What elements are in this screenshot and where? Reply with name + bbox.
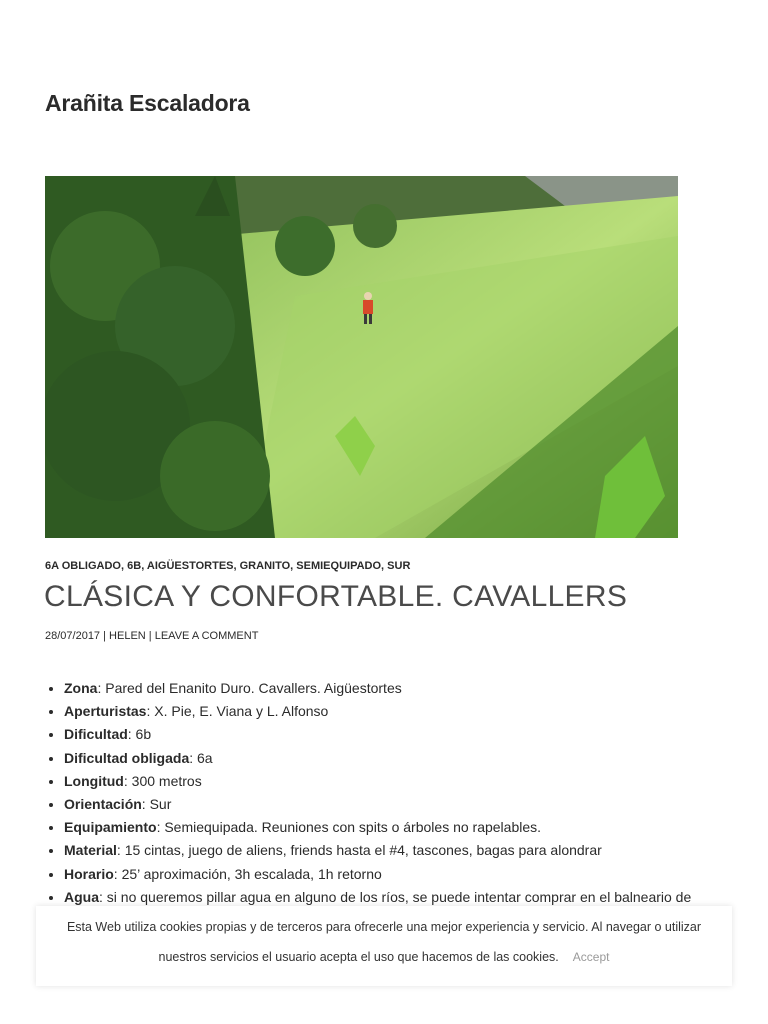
spec-value: : Sur	[141, 796, 172, 813]
spec-label: Material	[64, 842, 117, 859]
post-meta: 28/07/2017 | HELEN | LEAVE A COMMENT	[45, 630, 259, 642]
spec-orientacion	[64, 793, 754, 816]
spec-equipamiento	[64, 816, 754, 839]
route-specs-list	[45, 677, 754, 909]
spec-dificultad-obligada	[64, 747, 754, 770]
spec-label: Dificultad obligada	[64, 749, 190, 766]
spec-value: : 15 cintas, juego de aliens, friends hasta el #4, tascones, bagas para alondrar	[116, 842, 602, 859]
spec-value: : 300 metros	[123, 772, 202, 789]
site-title[interactable]: Arañita Escaladora	[45, 90, 250, 116]
spec-label: Horario	[64, 865, 114, 882]
spec-zona	[64, 677, 754, 700]
category-link[interactable]: SEMIEQUIPADO	[296, 560, 382, 572]
spec-label: Agua	[64, 888, 99, 905]
spec-label: Longitud	[64, 772, 124, 789]
cookie-text: Esta Web utiliza cookies propias y de terceros para ofrecerle una mejor experiencia y servicio. Al navegar o utilizar	[66, 920, 702, 934]
post-title[interactable]: CLÁSICA Y CONFORTABLE. CAVALLERS	[44, 580, 628, 613]
spec-value: : si no queremos pillar agua en alguno de los ríos, se puede intentar comprar en el balneario de	[99, 888, 692, 905]
spec-value: : X. Pie, E. Viana y L. Alfonso	[146, 703, 329, 720]
spec-longitud	[64, 770, 754, 793]
spec-horario	[64, 863, 754, 886]
category-link[interactable]: GRANITO	[239, 560, 291, 572]
spec-label: Dificultad	[64, 726, 128, 743]
category-link[interactable]: SUR	[387, 560, 411, 572]
category-link[interactable]: 6A OBLIGADO	[45, 560, 121, 572]
spec-value: : 25’ aproximación, 3h escalada, 1h retorno	[113, 865, 382, 882]
post-date[interactable]: 28/07/2017	[45, 630, 101, 642]
featured-image[interactable]	[45, 176, 678, 538]
spec-value: : Pared del Enanito Duro. Cavallers. Aigüestortes	[97, 680, 402, 696]
cookie-text: nuestros servicios el usuario acepta el uso que hacemos de las cookies.	[158, 950, 559, 964]
spec-label: Aperturistas	[64, 703, 147, 720]
spec-label: Orientación	[64, 796, 142, 813]
spec-aperturistas	[64, 700, 754, 723]
comment-link[interactable]: LEAVE A COMMENT	[154, 630, 259, 642]
cookie-text-row	[36, 950, 732, 964]
spec-value: : 6a	[189, 749, 213, 766]
spec-dificultad	[64, 723, 754, 746]
spec-material	[64, 839, 754, 862]
post-categories: 6A OBLIGADO, 6B, AIGÜESTORTES, GRANITO, SEMIEQUIPADO, SUR	[45, 560, 411, 572]
category-link[interactable]: AIGÜESTORTES	[146, 560, 234, 572]
post-author[interactable]: HELEN	[109, 630, 146, 642]
spec-value: : Semiequipada. Reuniones con spits o árboles no rapelables.	[156, 819, 542, 836]
cookie-banner	[36, 906, 732, 986]
accept-button[interactable]: Accept	[572, 950, 610, 964]
category-link[interactable]: 6B	[127, 560, 142, 572]
spec-value: : 6b	[127, 726, 152, 743]
spec-label: Zona	[64, 680, 98, 696]
spec-label: Equipamiento	[64, 819, 157, 836]
